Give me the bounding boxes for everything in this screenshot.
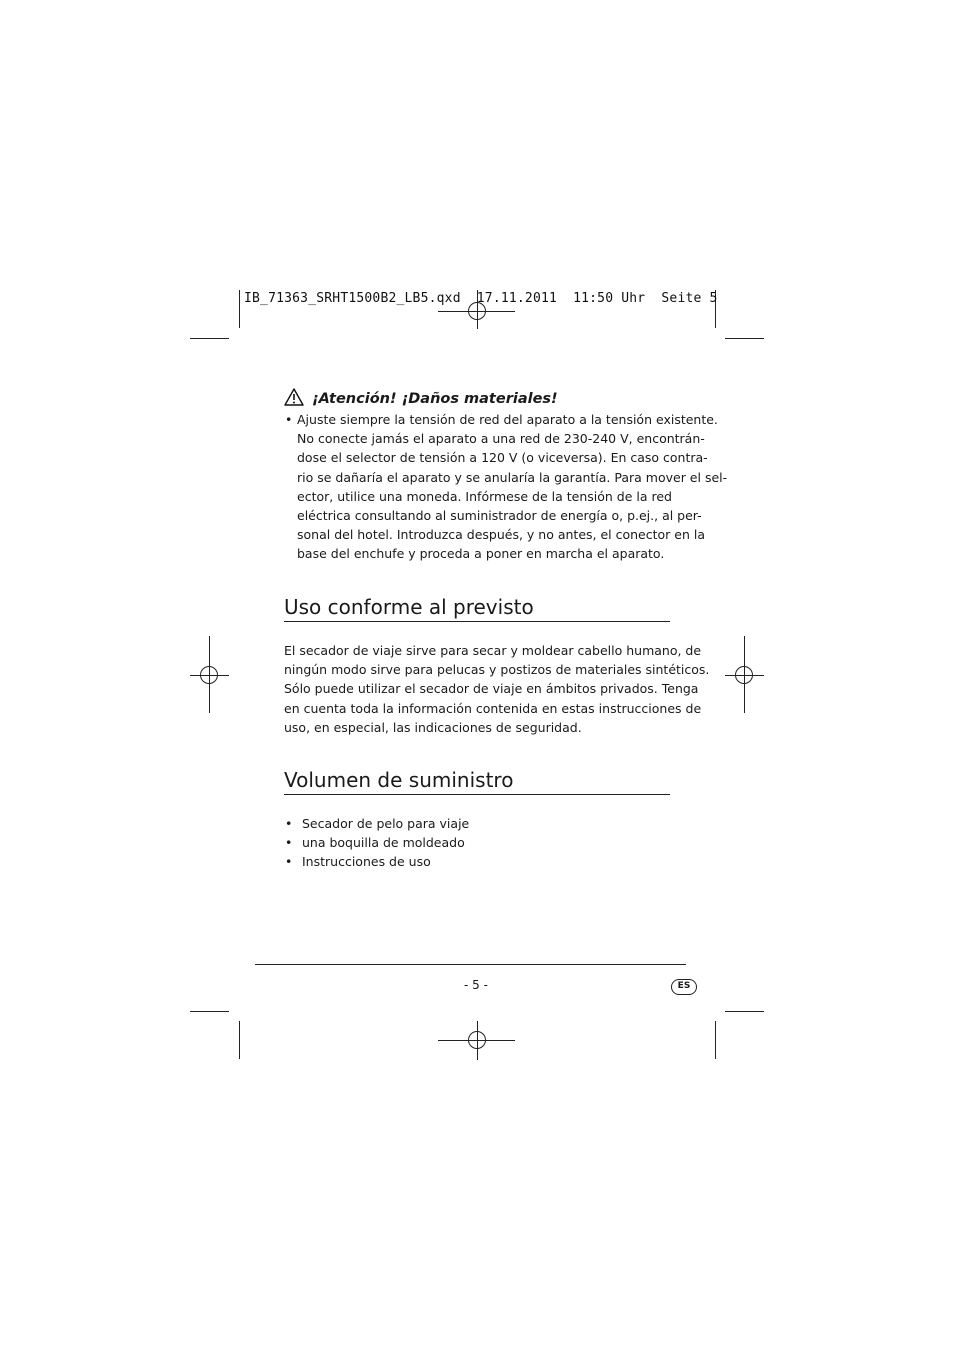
bullet-marker: • bbox=[285, 816, 293, 831]
bullet-marker: • bbox=[285, 854, 293, 870]
intended-use-paragraph: El secador de viaje sirve para secar y moldear cabello humano, de ningún modo sirve para pelucas y postizos de materiales sintéticos. Sólo puede utilizar el secador de viaje en ámbitos privados. Tenga en cuenta toda la información contenida en estas instrucciones de uso, en especial, las indicaciones de seguridad. bbox=[284, 643, 710, 735]
warning-triangle-icon bbox=[284, 388, 304, 410]
crop-mark bbox=[239, 1021, 240, 1059]
section-heading-supply: Volumen de suministro bbox=[284, 768, 670, 795]
crop-mark bbox=[725, 338, 764, 339]
list-item: • una boquilla de moldeado bbox=[285, 833, 469, 852]
bullet-marker: • bbox=[285, 412, 293, 427]
crop-mark bbox=[190, 338, 229, 339]
list-item: • Secador de pelo para viaje bbox=[285, 814, 469, 833]
page-number: - 5 - bbox=[464, 978, 488, 992]
warning-title: ¡Atención! ¡Daños materiales! bbox=[312, 391, 558, 407]
list-item: • Instrucciones de uso bbox=[285, 852, 469, 871]
registration-circle bbox=[468, 1031, 486, 1049]
crop-mark bbox=[725, 1011, 764, 1012]
bullet-marker: • bbox=[285, 835, 293, 851]
crop-mark bbox=[239, 290, 240, 328]
supply-list bbox=[285, 814, 469, 872]
file-slug: IB_71363_SRHT1500B2_LB5.qxd 17.11.2011 11:50 Uhr Seite 5 bbox=[244, 291, 718, 306]
registration-circle bbox=[200, 666, 218, 684]
footer-divider bbox=[255, 964, 686, 965]
warning-header bbox=[284, 388, 558, 410]
section-heading-intended-use: Uso conforme al previsto bbox=[284, 595, 670, 622]
crop-mark bbox=[715, 1021, 716, 1059]
registration-circle bbox=[735, 666, 753, 684]
warning-text: Ajuste siempre la tensión de red del aparato a la tensión existente. No conecte jamás el aparato a una red de 230-240 V, encontrán- dose el selector de tensión a 120 V (o viceversa). En caso contra- rio se dañaría el aparato y se anularía la garantía. Para mover el sel- ector, utilice una moneda. Infórmese de la tensión de la red eléctrica consultando al suministrador de energía o, p.ej., al per- sonal del hotel. Introduzca después, y no antes, el conector en la base del enchufe y proceda a poner en marcha el aparato. bbox=[297, 412, 728, 562]
crop-mark bbox=[190, 1011, 229, 1012]
language-badge: ES bbox=[671, 979, 697, 995]
